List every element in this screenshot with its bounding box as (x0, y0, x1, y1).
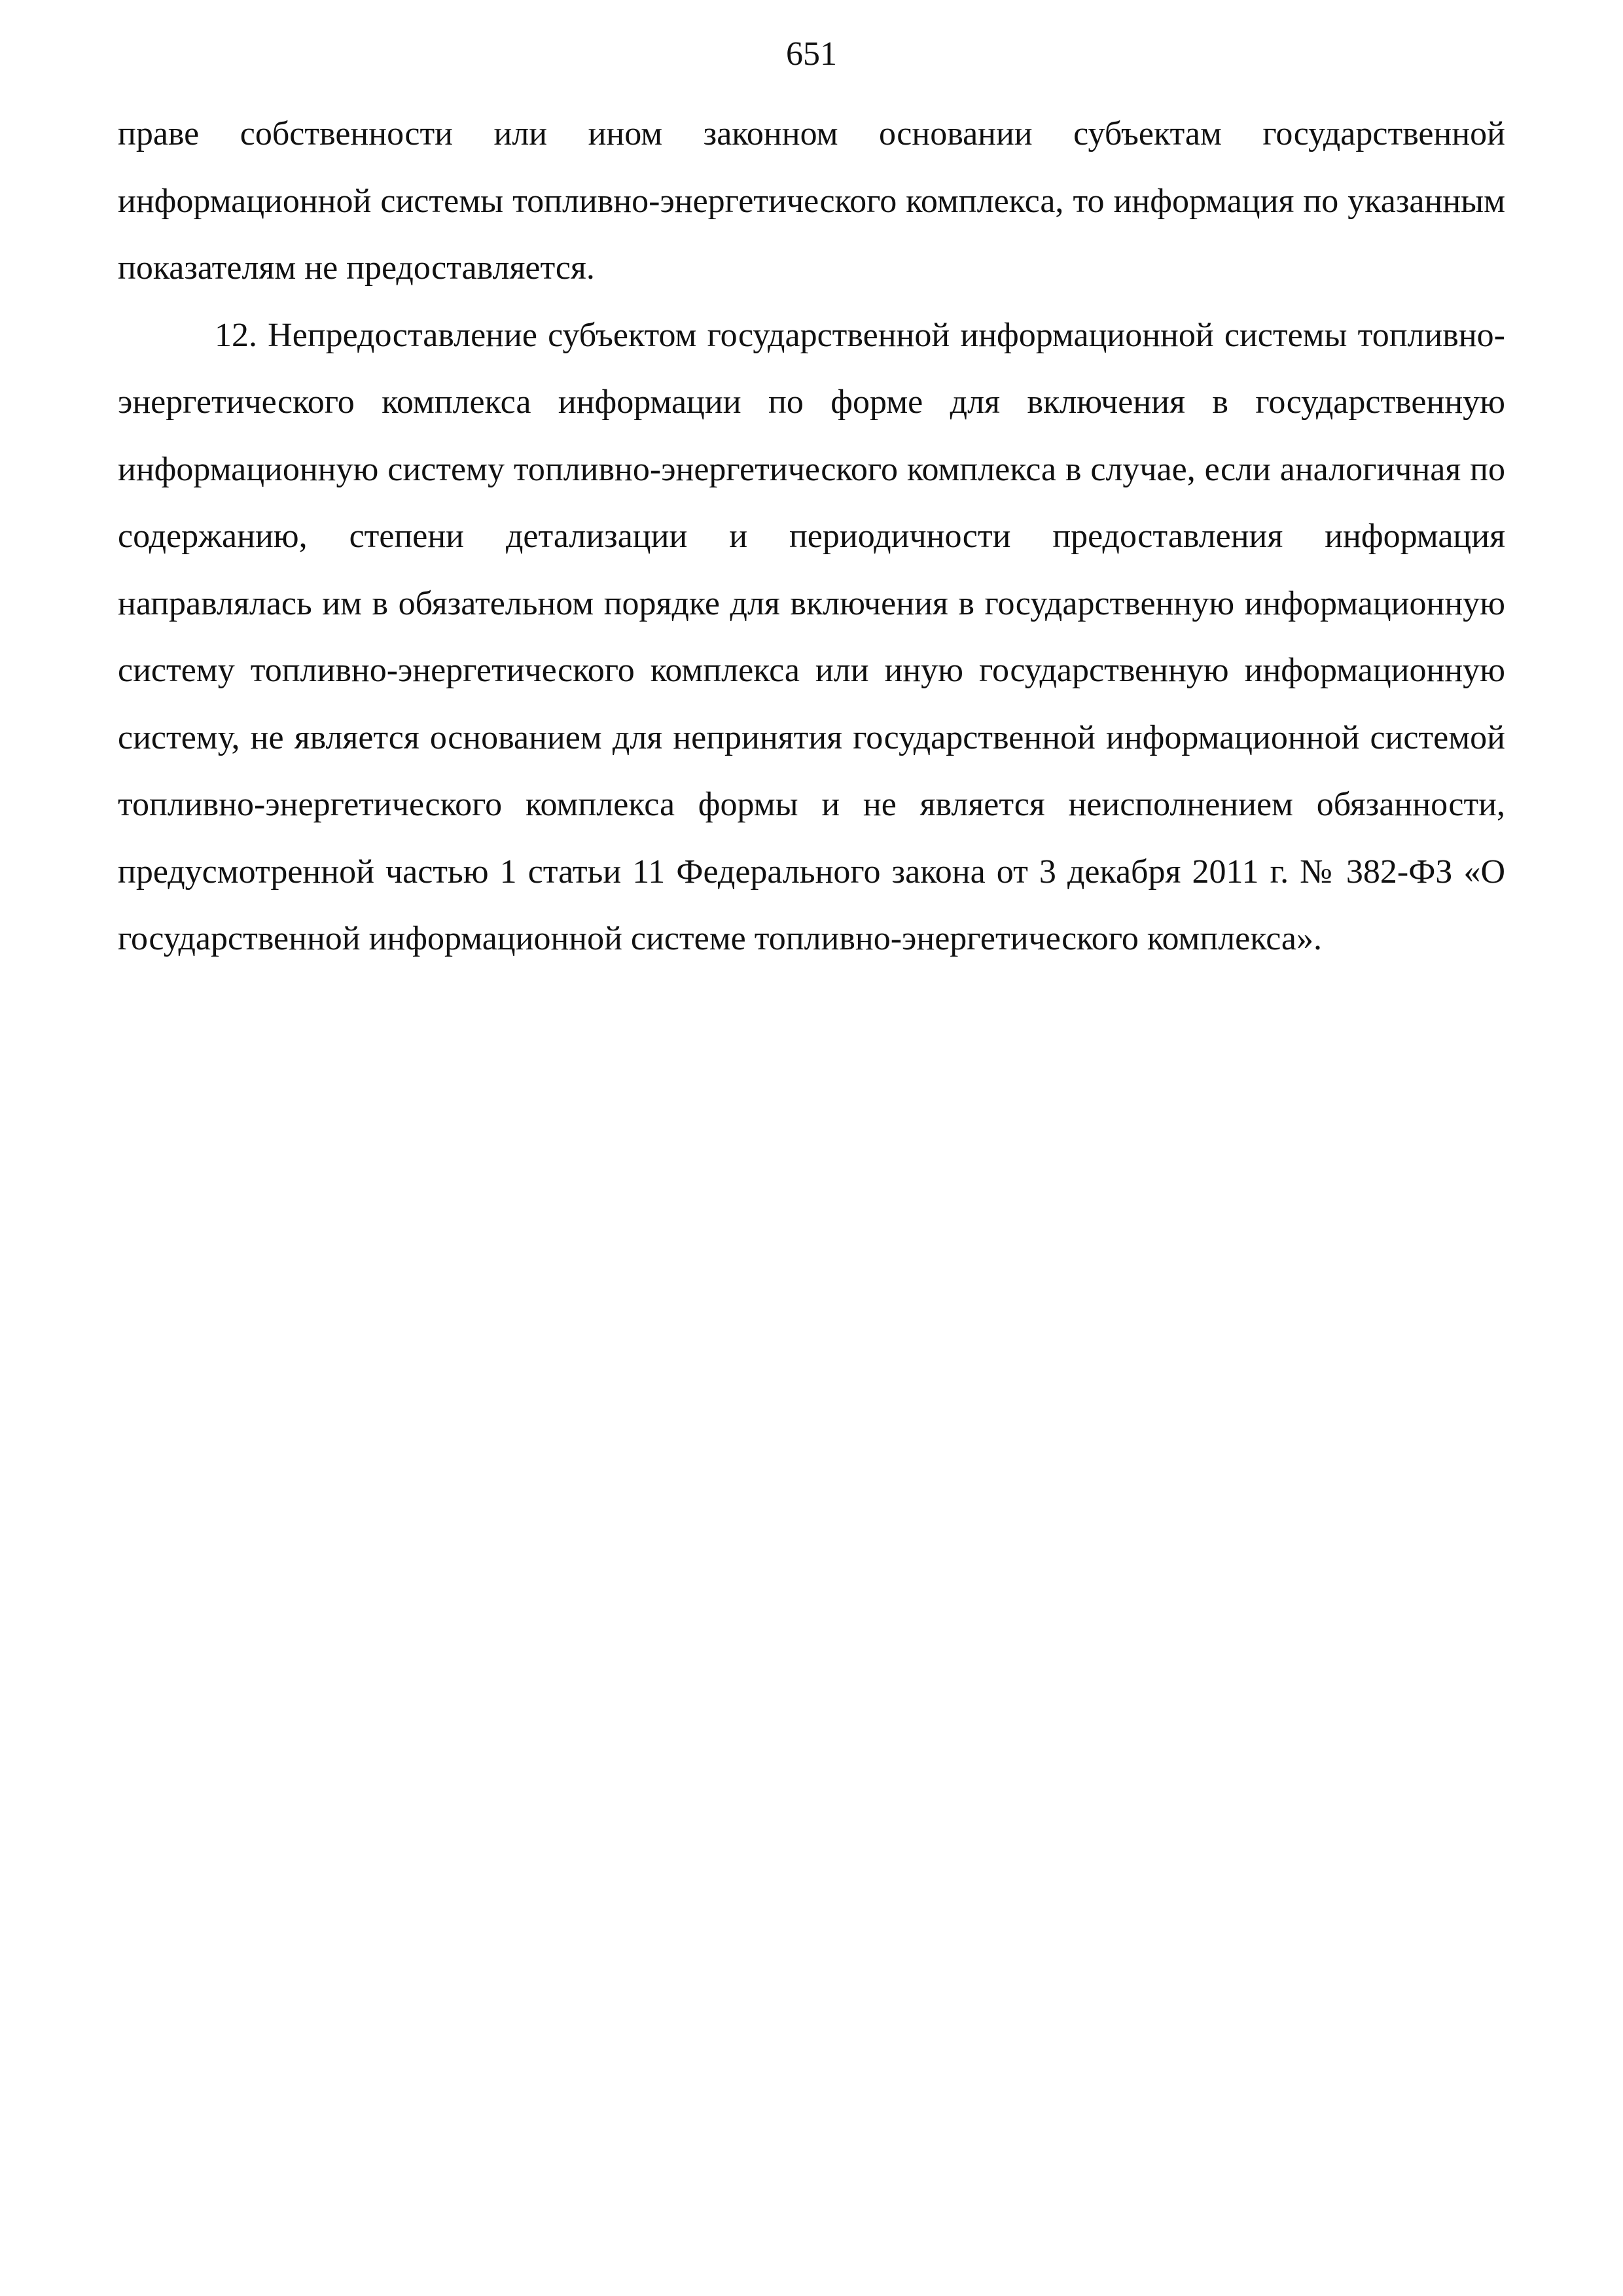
page-number: 651 (786, 35, 837, 73)
document-body (118, 101, 1505, 973)
paragraph-item-12: 12. Непредоставление субъектом государственной информационной системы топливно-энергетического комплекса информации по форме для включения в государственную информационную систему топливно-энергетического комплекса в случае, если аналогичная по содержанию, степени детализации и периодичности предоставления информация направлялась им в обязательном порядке для включения в государственную информационную систему топливно-энергетического комплекса или иную государственную информационную систему, не является основанием для непринятия государственной информационной системой топливно-энергетического комплекса формы и не является неисполнением обязанности, предусмотренной частью 1 статьи 11 Федерального закона от 3 декабря 2011 г. № 382-ФЗ «О государственной информационной системе топливно-энергетического комплекса». (118, 316, 1505, 957)
paragraph-continuation: праве собственности или ином законном основании субъектам государственной информационной системы топливно-энергетического комплекса, то информация по указанным показателям не предоставляется. (118, 115, 1505, 287)
